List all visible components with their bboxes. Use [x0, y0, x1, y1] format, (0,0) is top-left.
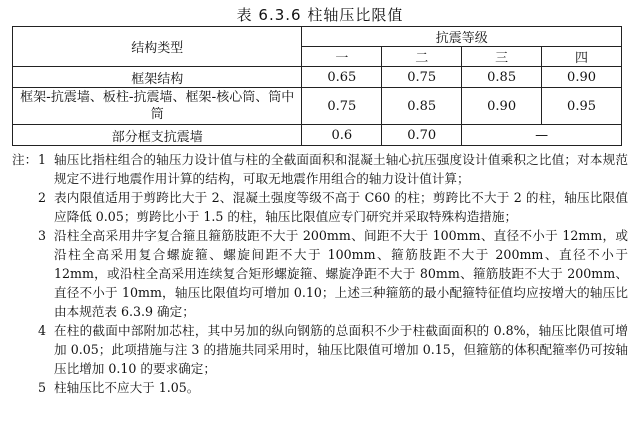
note-item: [12, 321, 628, 378]
cell-value: 0.85: [382, 88, 462, 125]
note-number: 1: [38, 152, 47, 167]
note-text: 沿柱全高采用井字复合箍且箍筋肢距不大于 200mm、间距不大于 100mm、直径不小于 12mm，或沿柱全高采用复合螺旋箍、螺旋间距不大于 100mm、箍筋肢距不大于 200mm、直径不小于 12mm，或沿柱全高采用连续复合矩形螺旋箍、螺旋净距不大于 80mm、箍筋肢距不大于 200mm、直径不小于 10mm，轴压比限值均可增加 0.10；上述三种箍筋的最小配箍特征值均应按增大的轴压比由本规范表 6.3.9 确定；: [54, 228, 628, 319]
cell-not-applicable: —: [462, 125, 622, 146]
cell-value: 0.70: [382, 125, 462, 146]
cell-value: 0.95: [542, 88, 622, 125]
table-title: 表 6.3.6 柱轴压比限值: [236, 6, 404, 24]
header-grade-4: 四: [542, 47, 622, 67]
table-row: [13, 125, 622, 146]
header-grade-2: 二: [382, 47, 462, 67]
row-type: 框架结构: [13, 67, 302, 88]
row-type: 框架-抗震墙、板柱-抗震墙、框架-核心筒、筒中筒: [13, 88, 302, 125]
header-grade-1: 一: [302, 47, 382, 67]
cell-value: 0.75: [302, 88, 382, 125]
note-text: 在柱的截面中部附加芯柱，其中另加的纵向钢筋的总面积不少于柱截面面积的 0.8%，轴压比限值可增加 0.05；此项措施与注 3 的措施共同采用时，轴压比限值可增加 0.15，但箍筋的体积配箍率仍可按轴压比增加 0.10 的要求确定；: [54, 323, 628, 376]
header-structure-type: 结构类型: [13, 27, 302, 67]
notes-prefix: 注：: [12, 152, 38, 167]
note-number: 4: [38, 323, 47, 338]
header-grade-3: 三: [462, 47, 542, 67]
note-number: 5: [38, 380, 47, 395]
row-type: 部分框支抗震墙: [13, 125, 302, 146]
cell-value: 0.6: [302, 125, 382, 146]
notes: [12, 150, 628, 397]
note-number: 3: [38, 228, 47, 243]
axial-ratio-table: [12, 26, 622, 146]
note-text: 轴压比指柱组合的轴压力设计值与柱的全截面面积和混凝土轴心抗压强度设计值乘积之比值；对本规范规定不进行地震作用计算的结构，可取无地震作用组合的轴力设计值计算；: [54, 152, 628, 186]
note-item: [12, 226, 628, 321]
header-seismic-grade: 抗震等级: [302, 27, 622, 47]
cell-value: 0.90: [542, 67, 622, 88]
table-row: [13, 67, 622, 88]
cell-value: 0.75: [382, 67, 462, 88]
note-item: [12, 150, 628, 188]
note-number: 2: [38, 190, 47, 205]
cell-value: 0.65: [302, 67, 382, 88]
note-text: 柱轴压比不应大于 1.05。: [54, 380, 200, 395]
note-text: 表内限值适用于剪跨比大于 2、混凝土强度等级不高于 C60 的柱；剪跨比不大于 2 的柱，轴压比限值应降低 0.05；剪跨比小于 1.5 的柱，轴压比限值应专门研究并采取特殊构造措施；: [54, 190, 628, 224]
table-row: [13, 88, 622, 125]
note-item: [12, 188, 628, 226]
note-item: [12, 378, 628, 397]
cell-value: 0.90: [462, 88, 542, 125]
cell-value: 0.85: [462, 67, 542, 88]
